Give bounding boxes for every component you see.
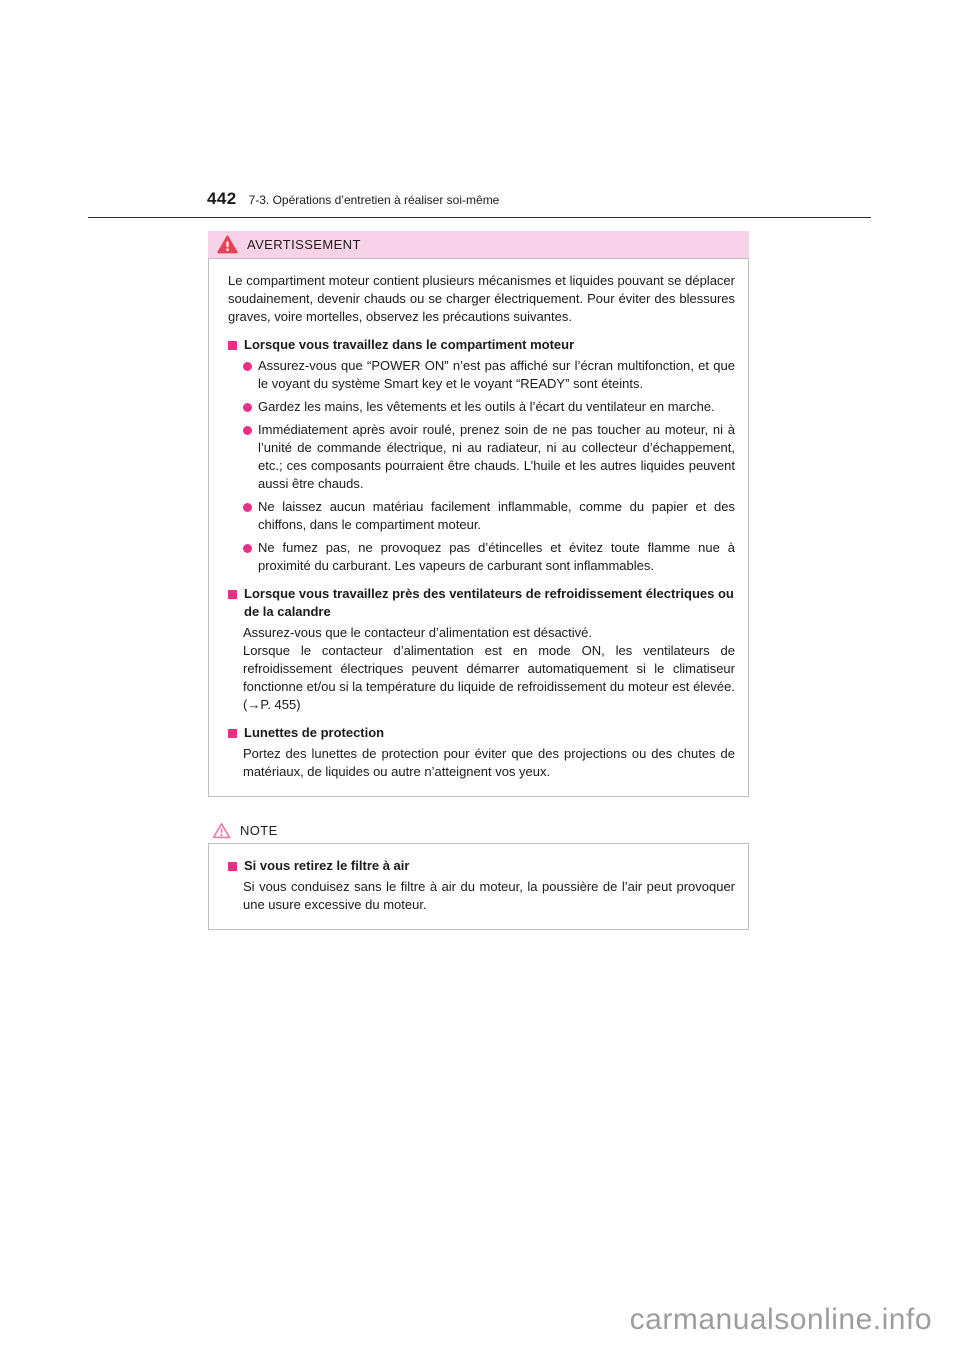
note-section-heading-text: Si vous retirez le filtre à air xyxy=(244,858,410,873)
circle-bullet-icon xyxy=(243,426,252,435)
warning-section-body xyxy=(228,745,735,781)
circle-bullet-icon xyxy=(243,544,252,553)
warning-section-engine-compartment xyxy=(228,336,735,575)
note-section-air-filter xyxy=(228,857,735,914)
note-box xyxy=(208,817,749,930)
list-item-text: Immédiatement après avoir roulé, prenez soin de ne pas toucher au moteur, ni à l’unité de commande électrique, ni au radiateur, ni au collecteur d’échappement, etc.; ces composants pourraient être chauds. L’huile et les autres liquides peuvent aussi être chauds. xyxy=(258,422,735,491)
list-item-text: Assurez-vous que “POWER ON” n’est pas affiché sur l’écran multifonction, et que le voyant du système Smart key et le voyant “READY” sont éteints. xyxy=(258,358,735,391)
warning-box-title: AVERTISSEMENT xyxy=(247,237,361,252)
warning-section-body xyxy=(228,624,735,714)
warning-intro: Le compartiment moteur contient plusieurs mécanismes et liquides pouvant se déplacer soudainement, devenir chauds ou se charger électriquement. Pour éviter des blessures graves, voire mortelles, observez les précautions suivantes. xyxy=(228,273,735,324)
note-section-heading xyxy=(228,857,735,875)
square-bullet-icon xyxy=(228,862,237,871)
warning-section-heading xyxy=(228,585,735,621)
square-bullet-icon xyxy=(228,341,237,350)
warning-paragraph: Lorsque le contacteur d’alimentation est en mode ON, les ventilateurs de refroidissement électriques peuvent démarrer automatiquement si le climatiseur fonctionne et/ou si la température du liquide de refroidissement du moteur est élevée. (→P. 455) xyxy=(243,643,735,712)
warning-box-header xyxy=(208,231,749,258)
circle-bullet-icon xyxy=(243,362,252,371)
list-item-text: Ne laissez aucun matériau facilement inflammable, comme du papier et des chiffons, dans le compartiment moteur. xyxy=(258,499,735,532)
section-title: 7-3. Opérations d’entretien à réaliser soi-même xyxy=(248,193,500,207)
note-box-body xyxy=(208,843,749,930)
page-content xyxy=(208,231,749,930)
page-header xyxy=(207,189,499,209)
note-triangle-icon xyxy=(212,822,231,839)
warning-section-protective-eyewear xyxy=(228,724,735,781)
header-rule xyxy=(88,217,871,218)
warning-section-heading-text: Lorsque vous travaillez dans le compartiment moteur xyxy=(244,337,575,352)
warning-section-heading xyxy=(228,336,735,354)
warning-section-cooling-fans xyxy=(228,585,735,714)
square-bullet-icon xyxy=(228,590,237,599)
warning-section-heading-text: Lorsque vous travaillez près des ventilateurs de refroidissement électriques ou de la calandre xyxy=(244,586,734,619)
warning-section-heading xyxy=(228,724,735,742)
list-item xyxy=(243,421,735,493)
warning-section-body xyxy=(228,357,735,575)
note-paragraph: Si vous conduisez sans le filtre à air du moteur, la poussière de l’air peut provoquer une usure excessive du moteur. xyxy=(243,879,735,912)
note-box-title: NOTE xyxy=(240,822,278,838)
warning-box xyxy=(208,231,749,797)
list-item xyxy=(243,398,735,416)
circle-bullet-icon xyxy=(243,503,252,512)
note-section-body xyxy=(228,878,735,914)
list-item xyxy=(243,357,735,393)
list-item xyxy=(243,539,735,575)
warning-section-heading-text: Lunettes de protection xyxy=(244,725,385,740)
list-item xyxy=(243,498,735,534)
watermark: carmanualsonline.info xyxy=(629,1303,932,1336)
page-number: 442 xyxy=(207,189,237,208)
list-item-text: Gardez les mains, les vêtements et les outils à l’écart du ventilateur en marche. xyxy=(258,399,715,414)
note-box-header xyxy=(208,817,749,843)
square-bullet-icon xyxy=(228,729,237,738)
list-item-text: Ne fumez pas, ne provoquez pas d’étincelles et évitez toute flamme nue à proximité du carburant. Les vapeurs de carburant sont inflammables. xyxy=(258,540,735,573)
warning-box-body xyxy=(208,258,749,797)
warning-triangle-icon xyxy=(217,235,238,254)
warning-paragraph: Assurez-vous que le contacteur d’alimentation est désactivé. xyxy=(243,625,593,640)
circle-bullet-icon xyxy=(243,403,252,412)
warning-paragraph: Portez des lunettes de protection pour éviter que des projections ou des chutes de matériaux, de liquides ou autre n’atteignent vos yeux. xyxy=(243,746,735,779)
